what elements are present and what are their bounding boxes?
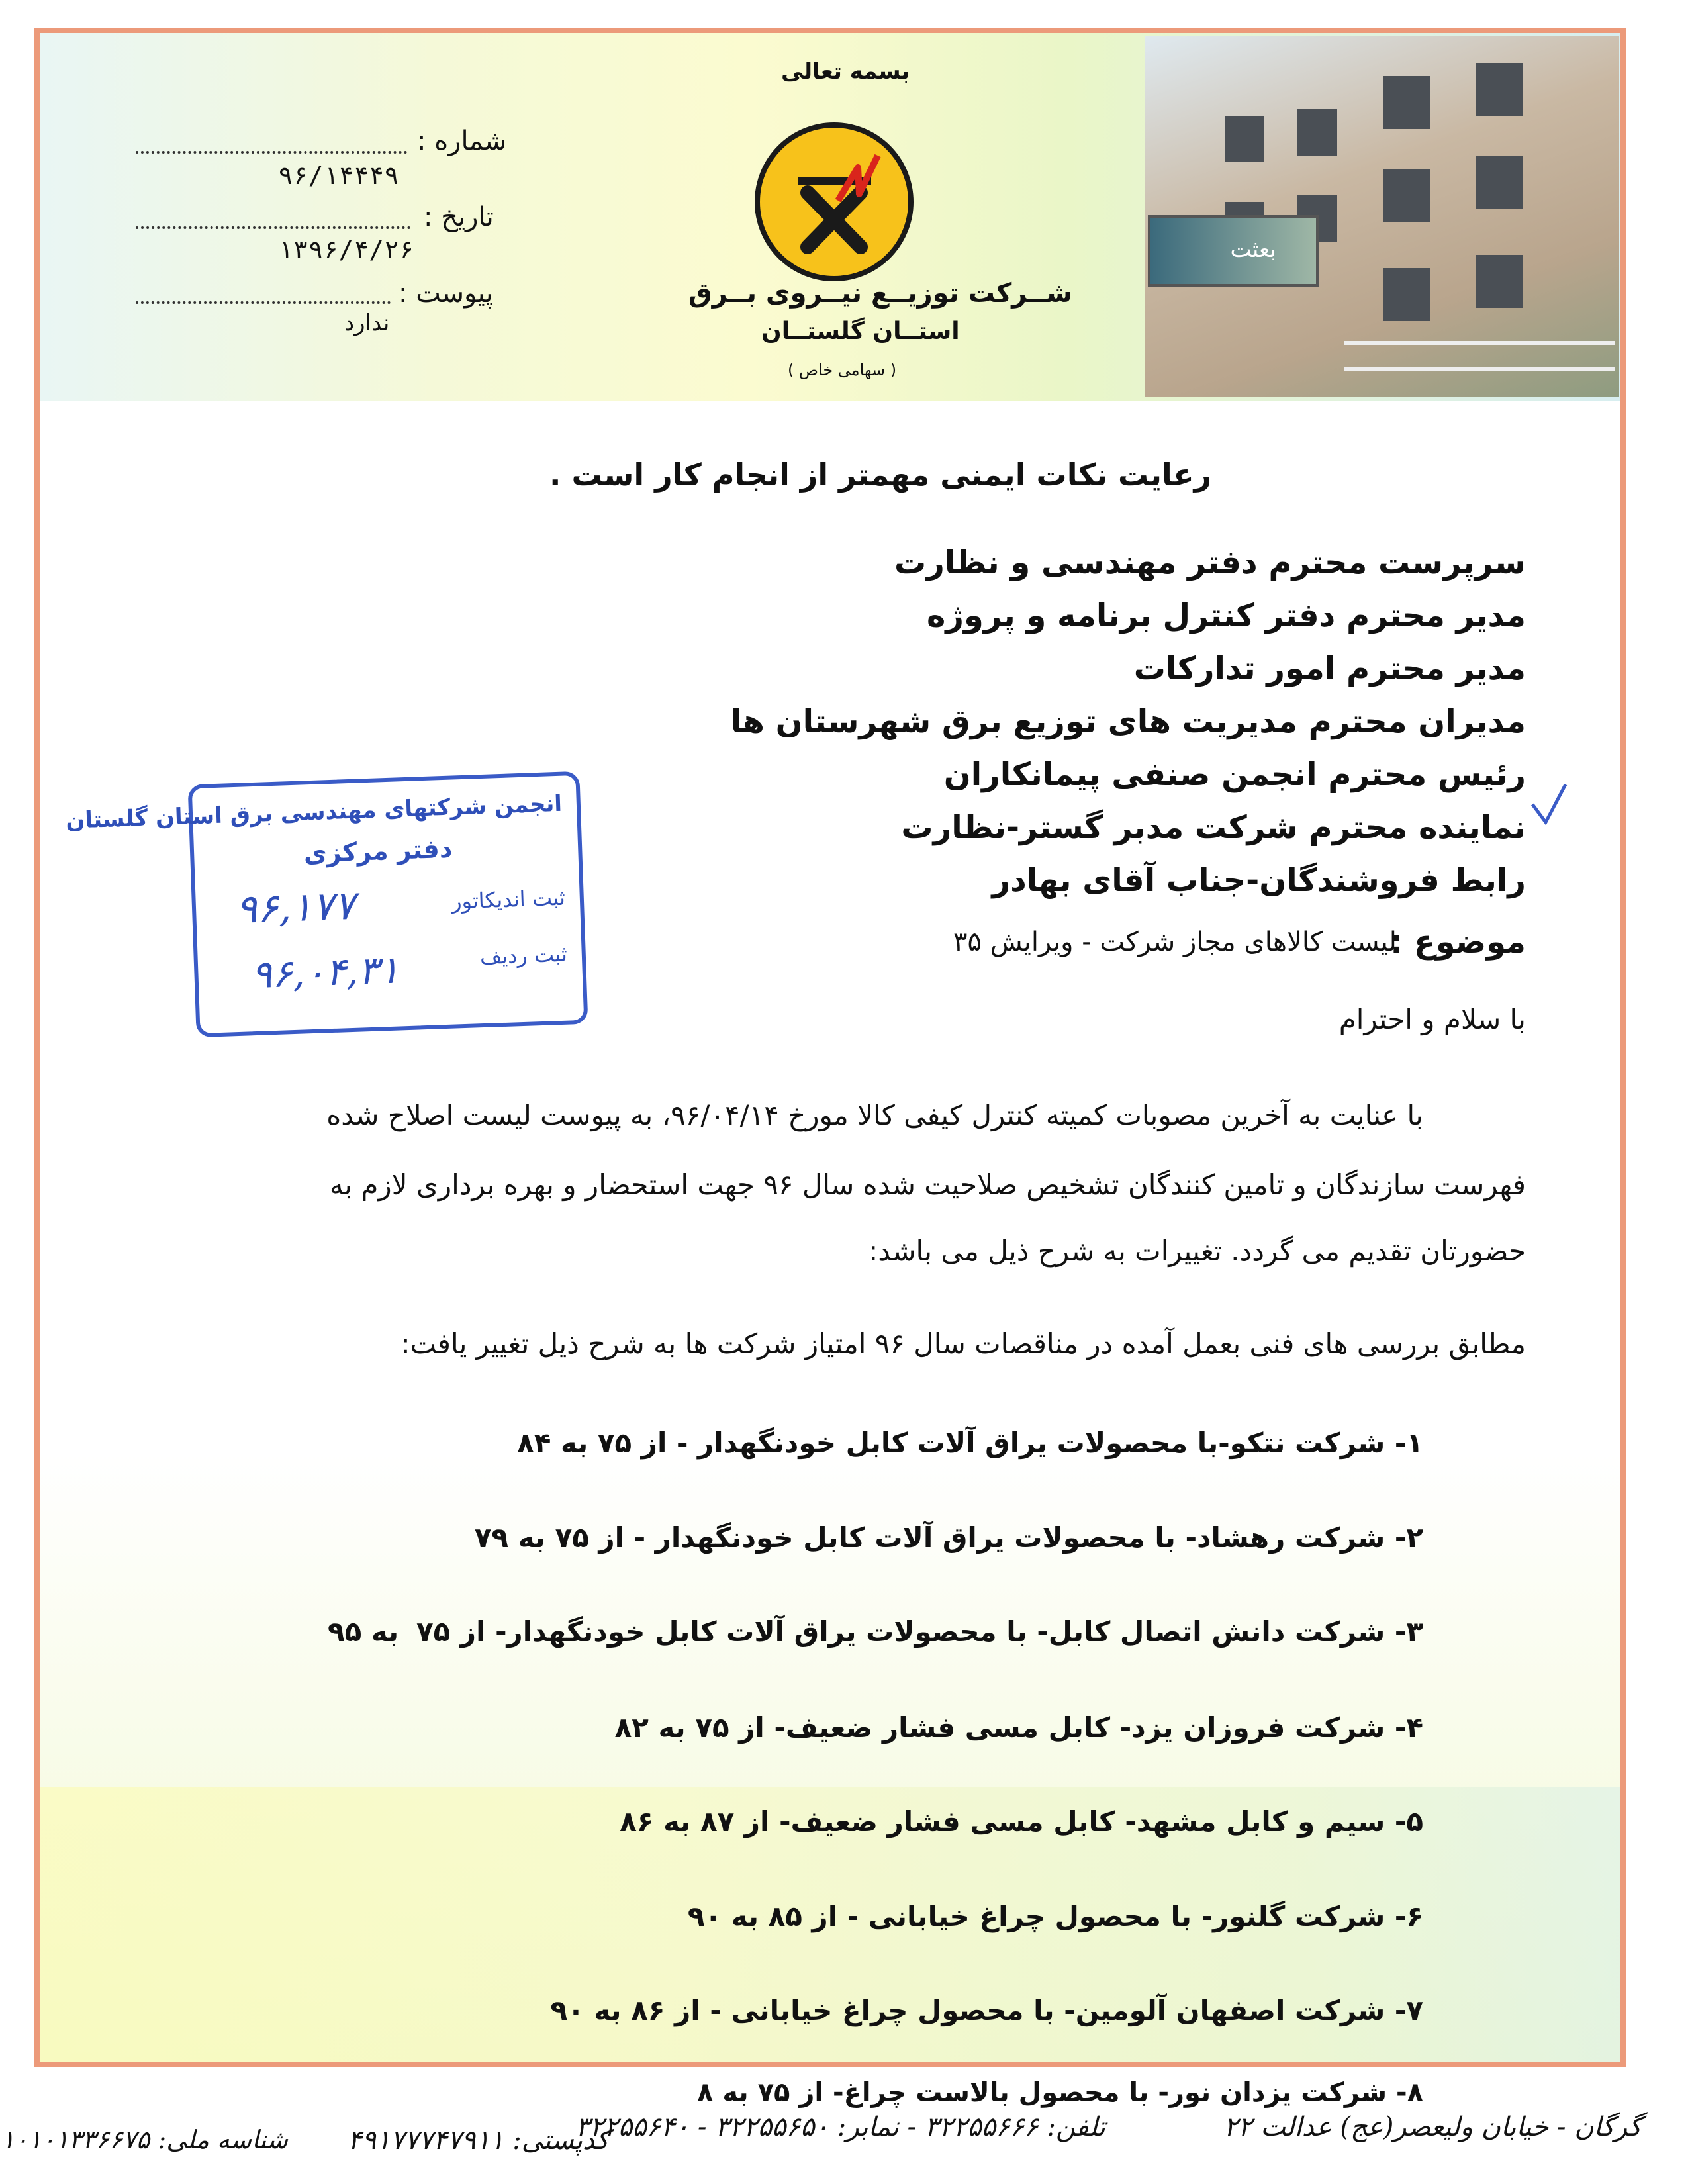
list-item: ۷- شرکت اصفهان آلومین- با محصول چراغ خیابانی - از ۸۶ به ۹۰ [550, 1994, 1423, 2026]
body-line: فهرست سازندگان و تامین کنندگان تشخیص صلاحیت شده سال ۹۶ جهت استحضار و بهره برداری لازم به [329, 1168, 1526, 1201]
lightning-x-icon [760, 128, 908, 276]
greeting: با سلام و احترام [1338, 1003, 1526, 1035]
date-value: ۱۳۹۶/۴/۲۶ [278, 235, 414, 264]
list-item: ۲- شرکت رهشاد- با محصولات یراق آلات کابل خودنگهدار - از ۷۵ به ۷۹ [474, 1521, 1423, 1554]
recipient: رابط فروشندگان-جناب آقای بهادر [992, 862, 1526, 899]
recipient: نماینده محترم شرکت مدبر گستر-نظارت [901, 809, 1526, 846]
checkmark-icon [1529, 781, 1569, 828]
company-logo [755, 122, 914, 281]
date-label: تاریخ : [424, 202, 494, 232]
attachment-label: پیوست : [399, 278, 493, 309]
footer-phone: تلفن: ۳۲۲۵۵۶۶۶ - نمابر: ۳۲۲۵۵۶۵۰ - ۳۲۲۵۵۶۴۰ [575, 2112, 1105, 2142]
registration-stamp [65, 771, 588, 1037]
list-item: ۶- شرکت گلنور- با محصول چراغ خیابانی - از ۸۵ به ۹۰ [687, 1900, 1423, 1932]
stamp-org: انجمن شرکتهای مهندسی برق استان گلستان [65, 790, 563, 834]
bismillah: بسمه تعالی [781, 58, 910, 85]
recipient: رئیس محترم انجمن صنفی پیمانکاران [943, 756, 1526, 793]
list-item: ۵- سیم و کابل مشهد- کابل مسی فشار ضعیف- از ۸۷ به ۸۶ [620, 1805, 1423, 1838]
stamp-indicator-label: ثبت اندیکاتور [451, 884, 566, 914]
stamp-indicator-value: ۹۶,۱۷۷ [234, 882, 356, 933]
building-sign: بعثت [1148, 215, 1319, 287]
list-item: ۸- شرکت یزدان نور- با محصول بالاست چراغ- از ۷۵ به ۸ [697, 2077, 1423, 2108]
number-label: شماره : [417, 126, 507, 156]
stamp-row-value: ۹۶,۰۴,۳۱ [250, 947, 400, 998]
body-line: با عنایت به آخرین مصوبات کمیته کنترل کیفی کالا مورخ ۹۶/۰۴/۱۴، به پیوست لیست اصلاح شده [326, 1099, 1423, 1131]
recipient: مدیر محترم دفتر کنترل برنامه و پروژه [927, 597, 1526, 634]
attachment-value: ندارد [344, 310, 390, 336]
recipient: مدیر محترم امور تدارکات [1133, 650, 1526, 687]
recipient: مدیران محترم مدیریت های توزیع برق شهرستان ها [730, 703, 1526, 740]
company-name: شــرکت توزیــع نیــروی بــرق [688, 278, 1072, 309]
company-province: استــان گلستــان [761, 318, 960, 345]
stamp-row-label: ثبت ردیف [479, 941, 568, 970]
subject-label: موضوع : [1390, 924, 1526, 961]
footer-address: گرگان - خیابان ولیعصر(عج) عدالت ۲۲ [1223, 2112, 1642, 2142]
footer-postal: کدپستی: ۴۹۱۷۷۷۴۷۹۱۱ [348, 2125, 609, 2156]
recipient: سرپرست محترم دفتر مهندسی و نظارت [894, 544, 1526, 581]
list-item: ۱- شرکت نتکو-با محصولات یراق آلات کابل خودنگهدار - از ۷۵ به ۸۴ [517, 1427, 1423, 1459]
body-line: حضورتان تقدیم می گردد. تغییرات به شرح ذیل می باشد: [868, 1235, 1526, 1267]
company-type: ( سهامی خاص ) [788, 361, 897, 379]
stamp-office: دفتر مرکزی [303, 833, 453, 869]
subject-text: لیست کالاهای مجاز شرکت - ویرایش ۳۵ [953, 927, 1397, 957]
footer-national-id: شناسه ملی: ۱۰۱۰۱۳۳۶۶۷۵ [1, 2125, 288, 2154]
list-item: ۴- شرکت فروزان یزد- کابل مسی فشار ضعیف- از ۷۵ به ۸۲ [614, 1711, 1423, 1744]
list-item-suffix: به ۹۵ [328, 1615, 399, 1648]
intro-line: مطابق بررسی های فنی بعمل آمده در مناقصات سال ۹۶ امتیاز شرکت ها به شرح ذیل تغییر یافت: [400, 1327, 1526, 1360]
safety-slogan: رعایت نکات ایمنی مهمتر از انجام کار است . [549, 457, 1212, 493]
building-photo [1145, 36, 1619, 397]
number-value: ۹۶/۱۴۴۴۹ [278, 161, 400, 190]
list-item: ۳- شرکت دانش اتصال کابل- با محصولات یراق آلات کابل خودنگهدار- از ۷۵ [416, 1615, 1423, 1648]
